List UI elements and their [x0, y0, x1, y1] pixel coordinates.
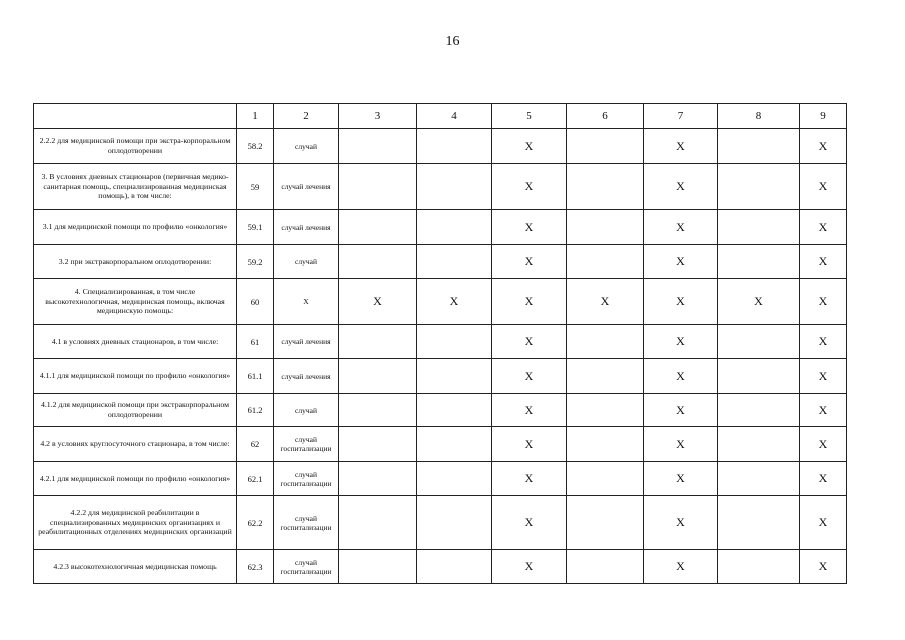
col5-cell: X	[492, 496, 567, 550]
col7-cell: X	[644, 245, 718, 279]
row-unit-cell: случай лечения	[274, 210, 339, 245]
table-row	[34, 245, 847, 279]
col3-cell	[339, 496, 417, 550]
row-unit-cell: случай	[274, 129, 339, 164]
col3-cell	[339, 359, 417, 394]
col7-cell: X	[644, 129, 718, 164]
col9-cell: X	[800, 496, 847, 550]
col9-cell: X	[800, 210, 847, 245]
col8-cell	[718, 496, 800, 550]
row-number-cell: 62	[237, 427, 274, 462]
col9-cell: X	[800, 325, 847, 359]
col5-cell: X	[492, 210, 567, 245]
col9-cell: X	[800, 550, 847, 584]
col5-cell: X	[492, 245, 567, 279]
col4-cell	[417, 394, 492, 427]
col4-cell	[417, 462, 492, 496]
col8-cell: X	[718, 279, 800, 325]
row-unit-cell: X	[274, 279, 339, 325]
row-unit-cell: случай лечения	[274, 164, 339, 210]
col6-cell	[567, 394, 644, 427]
col6-cell: X	[567, 279, 644, 325]
table-row	[34, 359, 847, 394]
col9-cell: X	[800, 129, 847, 164]
col8-cell	[718, 394, 800, 427]
table-row	[34, 164, 847, 210]
row-unit-cell: случай госпитализации	[274, 496, 339, 550]
row-number-cell: 62.2	[237, 496, 274, 550]
col6-cell	[567, 359, 644, 394]
col5-cell: X	[492, 550, 567, 584]
header-cell: 2	[274, 104, 339, 129]
col7-cell: X	[644, 325, 718, 359]
col4-cell	[417, 325, 492, 359]
row-number-cell: 59.1	[237, 210, 274, 245]
col8-cell	[718, 550, 800, 584]
col3-cell	[339, 245, 417, 279]
header-cell: 9	[800, 104, 847, 129]
col3-cell	[339, 462, 417, 496]
row-name-cell: 4. Специализированная, в том числе высокотехнологичная, медицинская помощь, включая медицинскую помощь:	[34, 279, 237, 325]
col8-cell	[718, 427, 800, 462]
row-name-cell: 2.2.2 для медицинской помощи при экстра-корпоральном оплодотворении	[34, 129, 237, 164]
col4-cell	[417, 129, 492, 164]
col3-cell: X	[339, 279, 417, 325]
table-row	[34, 462, 847, 496]
col7-cell: X	[644, 550, 718, 584]
col8-cell	[718, 129, 800, 164]
col4-cell	[417, 427, 492, 462]
row-number-cell: 61.1	[237, 359, 274, 394]
col4-cell	[417, 496, 492, 550]
row-name-cell: 4.1 в условиях дневных стационаров, в том числе:	[34, 325, 237, 359]
col9-cell: X	[800, 394, 847, 427]
row-name-cell: 3.1 для медицинской помощи по профилю «онкология»	[34, 210, 237, 245]
row-number-cell: 61.2	[237, 394, 274, 427]
col3-cell	[339, 550, 417, 584]
col5-cell: X	[492, 427, 567, 462]
col9-cell: X	[800, 359, 847, 394]
row-name-cell: 4.2.2 для медицинской реабилитации в специализированных медицинских организациях и реабилитационных отделениях медицинских организаций	[34, 496, 237, 550]
col4-cell: X	[417, 279, 492, 325]
col3-cell	[339, 427, 417, 462]
col6-cell	[567, 129, 644, 164]
col5-cell: X	[492, 394, 567, 427]
table-row	[34, 279, 847, 325]
col3-cell	[339, 164, 417, 210]
header-cell: 1	[237, 104, 274, 129]
row-unit-cell: случай лечения	[274, 359, 339, 394]
col7-cell: X	[644, 279, 718, 325]
col5-cell: X	[492, 279, 567, 325]
col4-cell	[417, 245, 492, 279]
col9-cell: X	[800, 427, 847, 462]
header-cell: 6	[567, 104, 644, 129]
header-cell: 3	[339, 104, 417, 129]
col8-cell	[718, 164, 800, 210]
header-cell: 5	[492, 104, 567, 129]
col5-cell: X	[492, 325, 567, 359]
row-number-cell: 59.2	[237, 245, 274, 279]
col6-cell	[567, 325, 644, 359]
col8-cell	[718, 462, 800, 496]
table-header-row	[34, 104, 847, 129]
col6-cell	[567, 496, 644, 550]
row-unit-cell: случай госпитализации	[274, 462, 339, 496]
col4-cell	[417, 210, 492, 245]
col6-cell	[567, 462, 644, 496]
col5-cell: X	[492, 359, 567, 394]
col4-cell	[417, 359, 492, 394]
col4-cell	[417, 164, 492, 210]
row-name-cell: 4.2 в условиях круглосуточного стационара, в том числе:	[34, 427, 237, 462]
col5-cell: X	[492, 164, 567, 210]
col3-cell	[339, 210, 417, 245]
col5-cell: X	[492, 462, 567, 496]
col6-cell	[567, 164, 644, 210]
row-number-cell: 62.1	[237, 462, 274, 496]
row-name-cell: 3. В условиях дневных стационаров (первичная медико-санитарная помощь, специализированная медицинская помощь), в том числе:	[34, 164, 237, 210]
row-unit-cell: случай лечения	[274, 325, 339, 359]
col8-cell	[718, 359, 800, 394]
header-cell: 8	[718, 104, 800, 129]
col9-cell: X	[800, 279, 847, 325]
row-name-cell: 4.1.2 для медицинской помощи при экстракорпоральном оплодотворении	[34, 394, 237, 427]
row-unit-cell: случай	[274, 394, 339, 427]
col8-cell	[718, 325, 800, 359]
row-number-cell: 60	[237, 279, 274, 325]
col7-cell: X	[644, 427, 718, 462]
col7-cell: X	[644, 462, 718, 496]
row-number-cell: 58.2	[237, 129, 274, 164]
col8-cell	[718, 245, 800, 279]
col9-cell: X	[800, 462, 847, 496]
row-unit-cell: случай	[274, 245, 339, 279]
col7-cell: X	[644, 394, 718, 427]
table-row	[34, 496, 847, 550]
table-row	[34, 427, 847, 462]
document-table	[33, 103, 847, 584]
col7-cell: X	[644, 496, 718, 550]
col3-cell	[339, 129, 417, 164]
header-cell	[34, 104, 237, 129]
table-row	[34, 210, 847, 245]
col7-cell: X	[644, 210, 718, 245]
col6-cell	[567, 245, 644, 279]
row-unit-cell: случай госпитализации	[274, 427, 339, 462]
row-name-cell: 4.2.3 высокотехнологичная медицинская помощь	[34, 550, 237, 584]
table-row	[34, 394, 847, 427]
table-body	[34, 104, 847, 584]
header-cell: 4	[417, 104, 492, 129]
row-unit-cell: случай госпитализации	[274, 550, 339, 584]
row-name-cell: 4.2.1 для медицинской помощи по профилю «онкология»	[34, 462, 237, 496]
row-number-cell: 61	[237, 325, 274, 359]
col7-cell: X	[644, 359, 718, 394]
row-name-cell: 3.2 при экстракорпоральном оплодотворении:	[34, 245, 237, 279]
row-number-cell: 62.3	[237, 550, 274, 584]
table-row	[34, 325, 847, 359]
col7-cell: X	[644, 164, 718, 210]
col4-cell	[417, 550, 492, 584]
row-number-cell: 59	[237, 164, 274, 210]
row-name-cell: 4.1.1 для медицинской помощи по профилю «онкология»	[34, 359, 237, 394]
col6-cell	[567, 550, 644, 584]
col3-cell	[339, 394, 417, 427]
col8-cell	[718, 210, 800, 245]
page-number: 16	[445, 34, 460, 49]
col9-cell: X	[800, 245, 847, 279]
col6-cell	[567, 427, 644, 462]
table-row	[34, 129, 847, 164]
header-cell: 7	[644, 104, 718, 129]
col6-cell	[567, 210, 644, 245]
table-row	[34, 550, 847, 584]
col9-cell: X	[800, 164, 847, 210]
col3-cell	[339, 325, 417, 359]
col5-cell: X	[492, 129, 567, 164]
